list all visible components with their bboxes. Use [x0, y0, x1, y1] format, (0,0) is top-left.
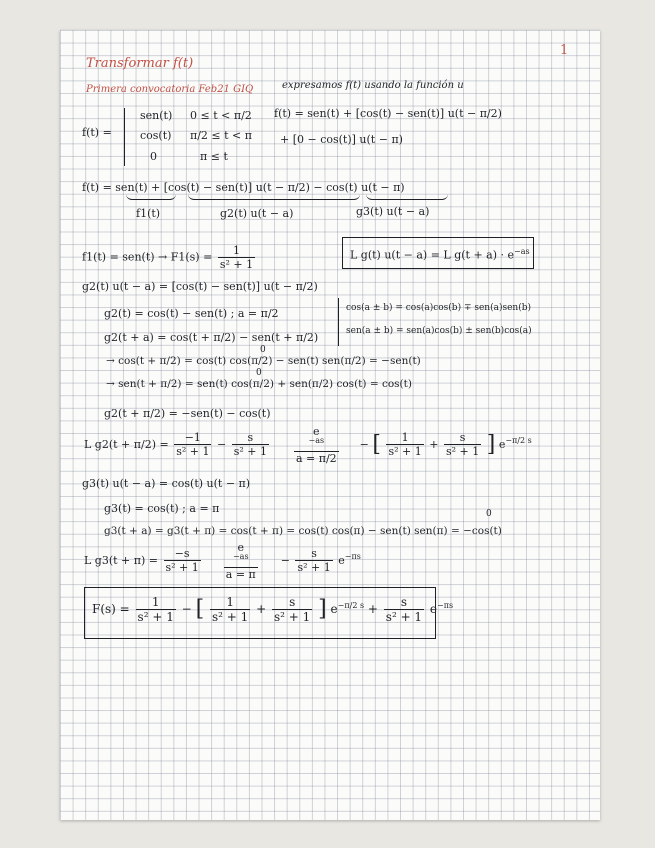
frac-num: −1	[174, 432, 211, 445]
e-base: e	[313, 425, 320, 438]
final-frac	[136, 596, 176, 623]
f1-line	[82, 245, 257, 270]
e-exp: −π/2 s	[337, 601, 365, 610]
g2-exp-frac	[294, 426, 339, 464]
g3-laplace-lhs: L g3(t + π) =	[84, 553, 158, 567]
bracket-open: [	[372, 431, 381, 457]
final-frac	[210, 596, 250, 623]
e-exp: −as	[308, 436, 325, 445]
brace-g3	[366, 194, 448, 200]
bracket-close: ]	[318, 596, 327, 622]
case-expr: sen(t)	[140, 109, 173, 122]
shift-rule-exp: −as	[514, 247, 530, 256]
g3-frac	[295, 548, 332, 573]
e-exp: −as	[232, 552, 249, 561]
frac-den: s² + 1	[137, 610, 174, 624]
g2-line: g2(t) = cos(t) − sen(t) ; a = π/2	[104, 307, 279, 320]
frac-den: a = π/2	[295, 451, 337, 465]
page-title: Transformar f(t)	[86, 56, 194, 71]
g2-line: g2(t) u(t − a) = [cos(t) − sen(t)] u(t − π/2)	[82, 280, 318, 293]
frac-num: s	[232, 432, 269, 445]
g2-line: g2(t + a) = cos(t + π/2) − sen(t + π/2)	[104, 331, 319, 344]
brace-g2	[188, 194, 360, 200]
frac-den: s² + 1	[445, 445, 480, 459]
frac-den: s² + 1	[388, 445, 422, 459]
shift-rule-lhs: L g(t) u(t − a) = L g(t + a) · e	[350, 248, 515, 262]
zero-mark: 0	[260, 345, 266, 355]
frac-num: s	[295, 548, 332, 561]
g3-label: g3(t) u(t − a)	[356, 205, 430, 218]
frac-num: s	[384, 596, 424, 610]
e-exp: −πs	[344, 552, 361, 562]
g2-frac	[174, 432, 211, 457]
g2-line: → cos(t + π/2) = cos(t) cos(π/2) − sen(t) sen(π/2) = −sen(t)	[106, 355, 421, 367]
decomposition-line: f(t) = sen(t) + [cos(t) − sen(t)] u(t − π/2) − cos(t) u(t − π)	[82, 181, 405, 194]
identity-separator	[338, 298, 340, 346]
case-cond: 0 ≤ t < π/2	[190, 109, 252, 122]
page-number: 1	[560, 43, 569, 58]
g2-line: → sen(t + π/2) = sen(t) cos(π/2) + sen(π/2) cos(t) = cos(t)	[106, 378, 412, 390]
notebook-page	[60, 30, 600, 820]
g2-line: g2(t + π/2) = −sen(t) − cos(t)	[104, 407, 271, 420]
shift-rule	[350, 248, 530, 261]
piecewise-lhs: f(t) =	[82, 126, 112, 139]
u-form-line2: + [0 − cos(t)] u(t − π)	[280, 133, 403, 146]
plus-sign: +	[256, 602, 267, 616]
g2-frac	[444, 432, 481, 457]
bracket-close: ]	[486, 431, 496, 457]
case-expr: cos(t)	[140, 129, 172, 142]
case-cond: π ≤ t	[200, 150, 228, 163]
frac-num	[224, 542, 258, 568]
g3-exp-frac	[224, 542, 258, 580]
f1-fraction	[218, 245, 255, 270]
e-exp: −πs	[437, 601, 454, 610]
zero-mark: 0	[256, 368, 262, 378]
f1-lhs: f1(t) = sen(t) → F1(s) =	[82, 250, 213, 264]
frac-den: a = π	[225, 567, 256, 581]
g2-frac	[386, 432, 423, 457]
frac-den: s² + 1	[233, 445, 267, 459]
case-cond: π/2 ≤ t < π	[190, 129, 253, 142]
g2-laplace-lhs: L g2(t + π/2) =	[84, 437, 169, 451]
frac-den: s² + 1	[176, 445, 210, 459]
final-lhs: F(s) =	[92, 602, 130, 616]
e-base: e	[429, 602, 438, 616]
frac-den: s² + 1	[385, 610, 423, 624]
final-frac	[384, 596, 424, 623]
g3-frac	[164, 548, 201, 573]
final-frac	[272, 596, 312, 623]
g2-frac	[232, 432, 269, 457]
frac-num: 1	[210, 596, 250, 610]
g2-laplace	[84, 426, 532, 464]
case-expr: 0	[150, 150, 157, 163]
e-base: e	[498, 437, 506, 451]
g3-line: g3(t) = cos(t) ; a = π	[104, 502, 220, 515]
header-right: expresamos f(t) usando la función u	[282, 80, 464, 91]
frac-den: s² + 1	[297, 561, 331, 575]
g3-line: g3(t + a) = g3(t + π) = cos(t + π) = cos(t) cos(π) − sen(t) sen(π) = −cos(t)	[104, 525, 502, 537]
f1-num: 1	[218, 245, 255, 258]
e-base: e	[237, 541, 245, 554]
frac-num: 1	[386, 432, 423, 445]
identity-sen: sen(a ± b) = sen(a)cos(b) ± sen(b)cos(a)	[346, 326, 532, 336]
g2-label: g2(t) u(t − a)	[220, 207, 294, 220]
u-form-line1: f(t) = sen(t) + [cos(t) − sen(t)] u(t − π/2)	[274, 107, 502, 120]
g1-label: f1(t)	[136, 207, 161, 220]
minus-sign: −	[216, 437, 227, 451]
final-result	[92, 596, 453, 623]
minus-sign: −	[181, 602, 192, 616]
frac-num: s	[272, 596, 312, 610]
plus-sign: +	[367, 602, 378, 616]
e-base: e	[330, 602, 338, 616]
header-left: Primera convocatoria Feb21 GIQ	[86, 84, 254, 95]
zero-mark: 0	[486, 509, 492, 519]
bracket-open: [	[195, 596, 205, 622]
frac-den: s² + 1	[274, 610, 311, 624]
piecewise-brace	[124, 108, 127, 166]
frac-num: −s	[164, 548, 201, 561]
frac-num	[294, 426, 339, 452]
e-base: e	[338, 553, 345, 567]
identity-cos: cos(a ± b) = cos(a)cos(b) ∓ sen(a)sen(b)	[346, 303, 531, 313]
frac-num: s	[444, 432, 481, 445]
minus-sign: −	[280, 553, 290, 567]
e-exp: −π/2 s	[505, 436, 532, 446]
plus-sign: +	[429, 437, 439, 451]
g3-line: g3(t) u(t − a) = cos(t) u(t − π)	[82, 477, 251, 490]
frac-den: s² + 1	[211, 610, 249, 624]
brace-g1	[126, 194, 176, 200]
frac-num: 1	[136, 596, 176, 610]
g3-laplace	[84, 542, 361, 580]
f1-den: s² + 1	[219, 258, 254, 271]
frac-den: s² + 1	[165, 561, 199, 575]
minus-sign: −	[359, 437, 369, 451]
